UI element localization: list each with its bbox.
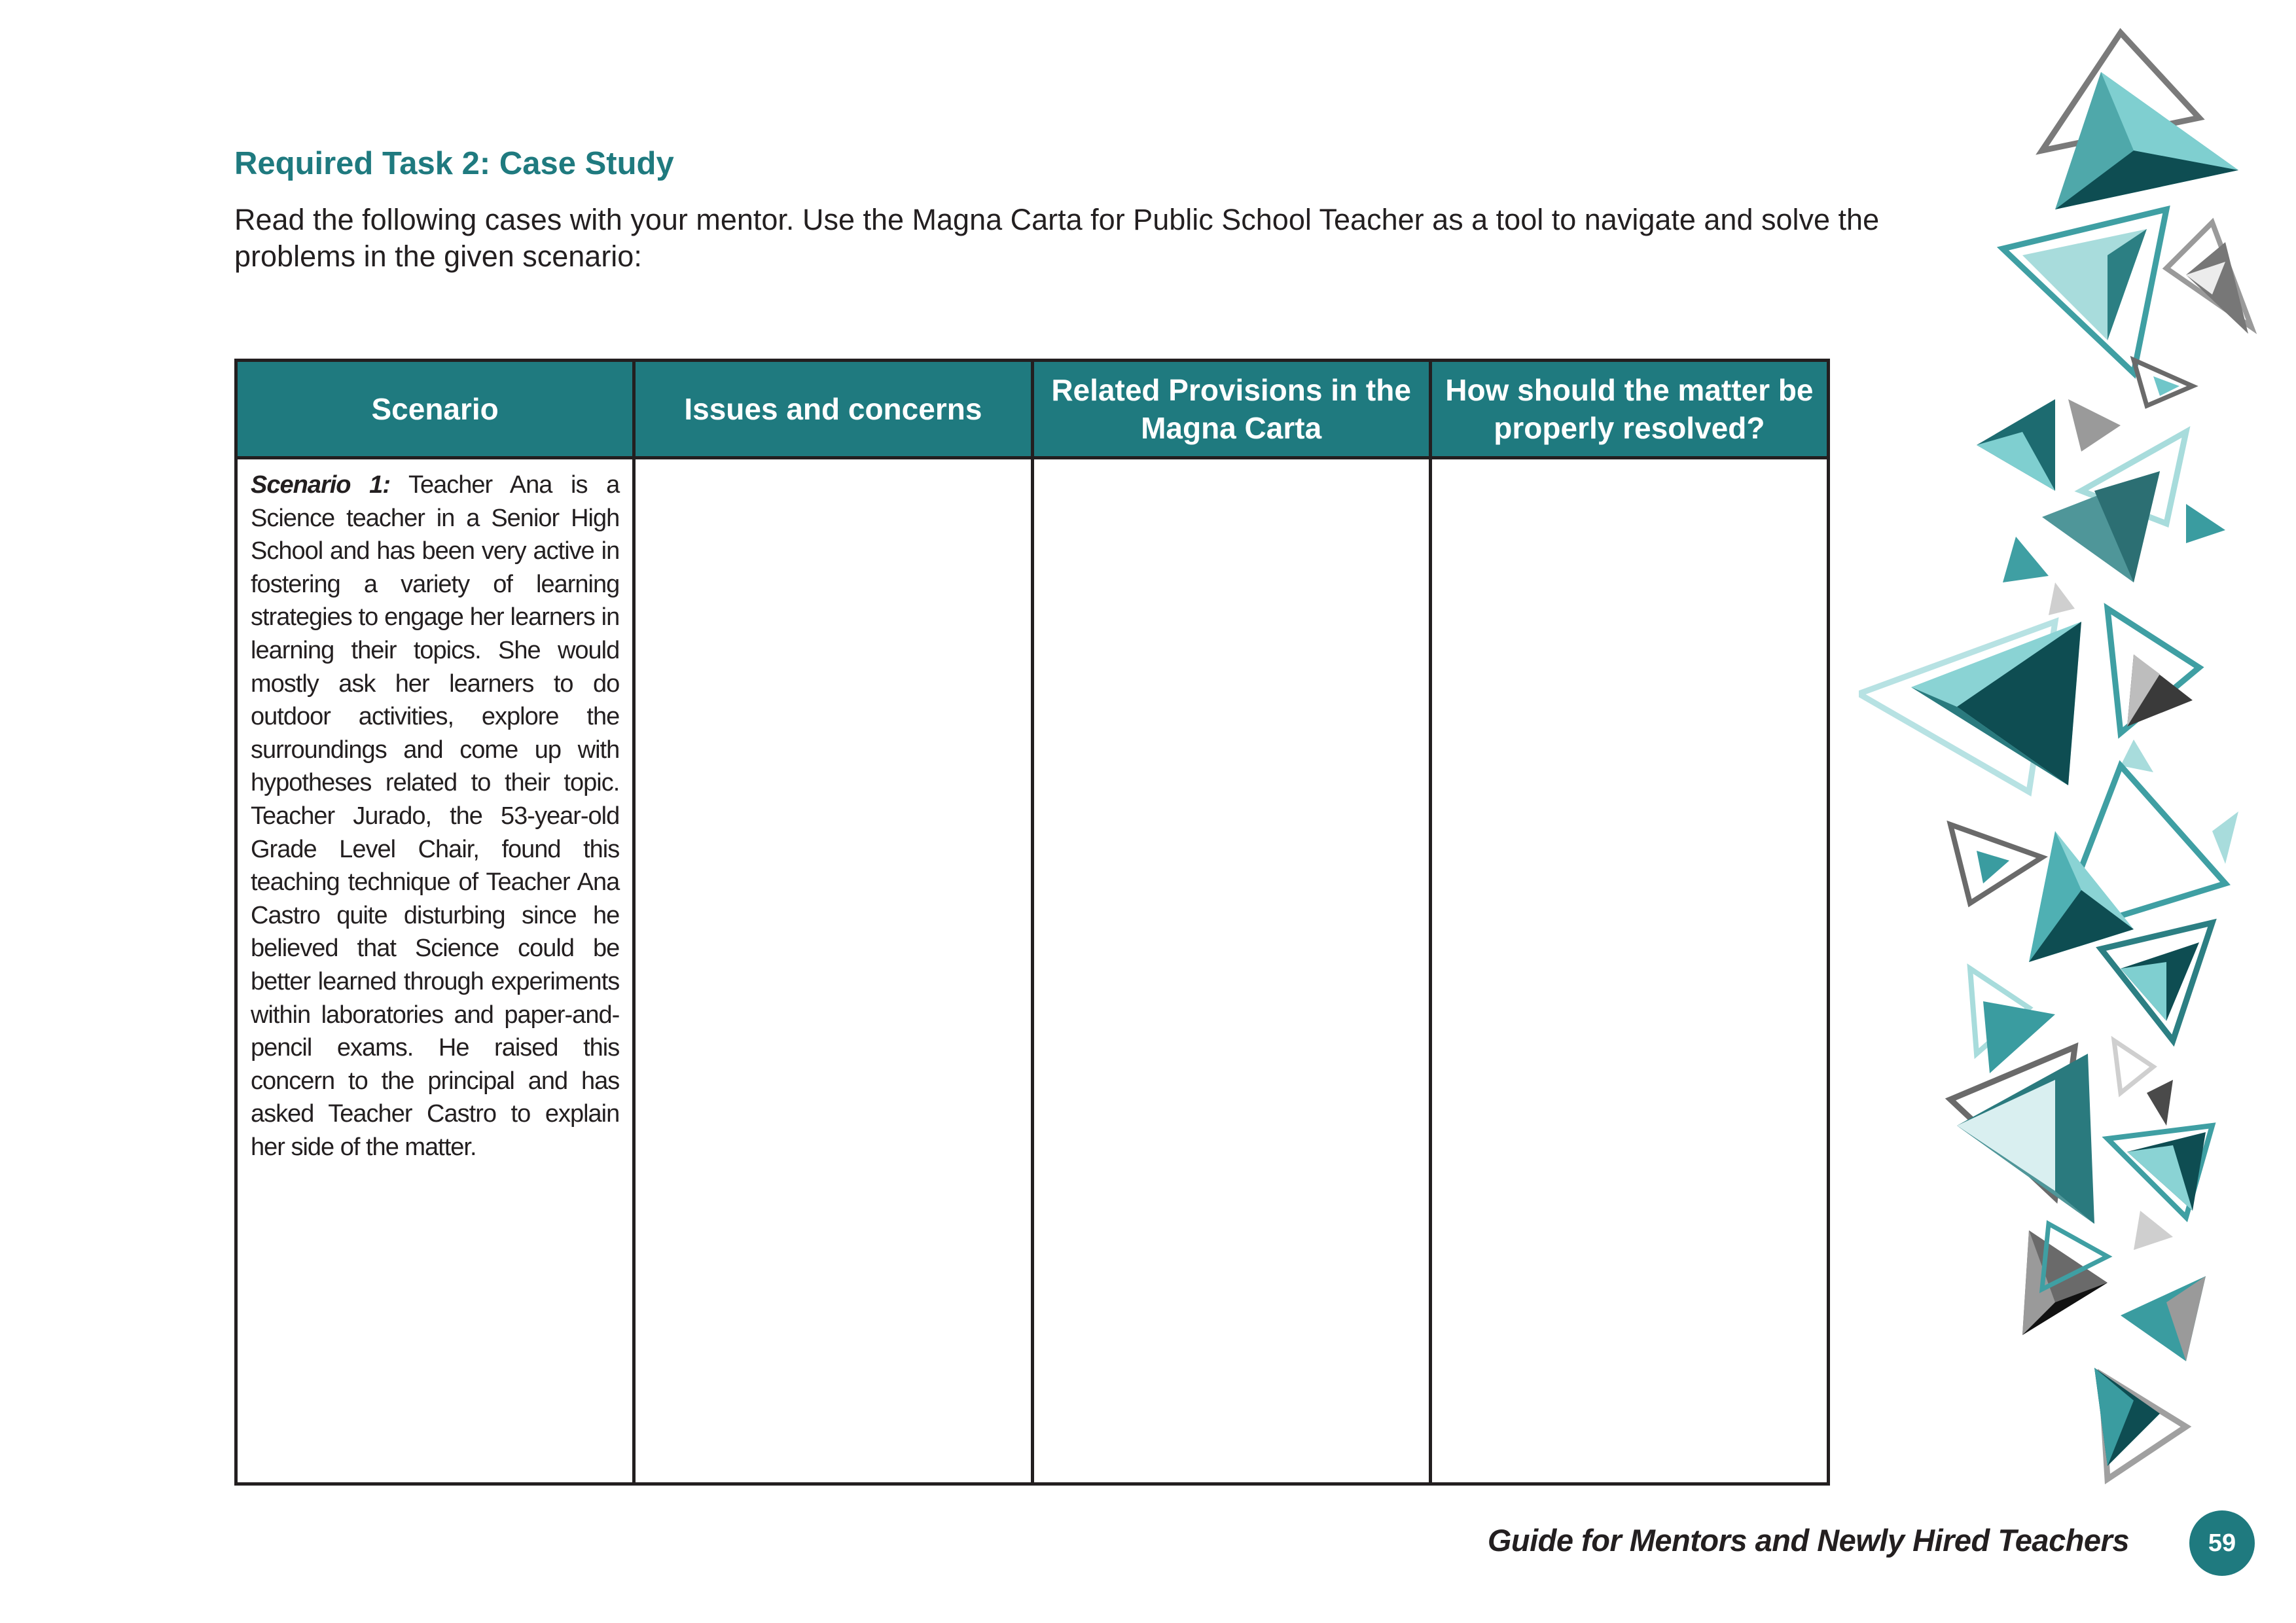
scenario-cell (236, 458, 634, 1484)
scenario-label: Scenario 1: (251, 471, 390, 499)
triangle-cluster-middle (1859, 399, 2238, 962)
page-number: 59 (2208, 1529, 2236, 1557)
footer-guide-title: Guide for Mentors and Newly Hired Teachers (1487, 1523, 2129, 1558)
triangle-cluster-top (2003, 33, 2251, 406)
header-provisions: Related Provisions in the Magna Carta (1032, 361, 1430, 458)
triangle-cluster-lower (1950, 923, 2212, 1479)
resolution-cell[interactable] (1430, 458, 1828, 1484)
issues-cell[interactable] (634, 458, 1032, 1484)
table-header-row (236, 361, 1829, 458)
scenario-1-text (251, 469, 619, 1164)
scenario-body: Teacher Ana is a Science teacher in a Senior High School and has been very active in fostering a variety of learning strategies to engage her learners in learning their topics. She would mostly ask her learners to do outdoor activities, explore the surroundings and come up with hypotheses related to their topic. Teacher Jurado, the 53-year-old Grade Level Chair, found this teaching technique of Teacher Ana Castro quite disturbing since he believed that Science could be better learned through experiments within laboratories and paper-and-pencil exams. He raised this concern to the principal and has asked Teacher Castro to explain her side of the matter. (251, 471, 620, 1161)
header-scenario: Scenario (236, 361, 634, 458)
instructions-text: Read the following cases with your mentor. Use the Magna Carta for Public School Teacher as a tool to navigate and solve the problems in the given scenario: (234, 203, 1880, 273)
page-heading: Required Task 2: Case Study (234, 146, 674, 181)
table-row (236, 458, 1829, 1484)
provisions-cell[interactable] (1032, 458, 1430, 1484)
triangle-pattern-decoration (1859, 20, 2265, 1525)
header-resolution: How should the matter be properly resolved? (1430, 361, 1828, 458)
header-issues: Issues and concerns (634, 361, 1032, 458)
case-study-table (234, 359, 1830, 1486)
